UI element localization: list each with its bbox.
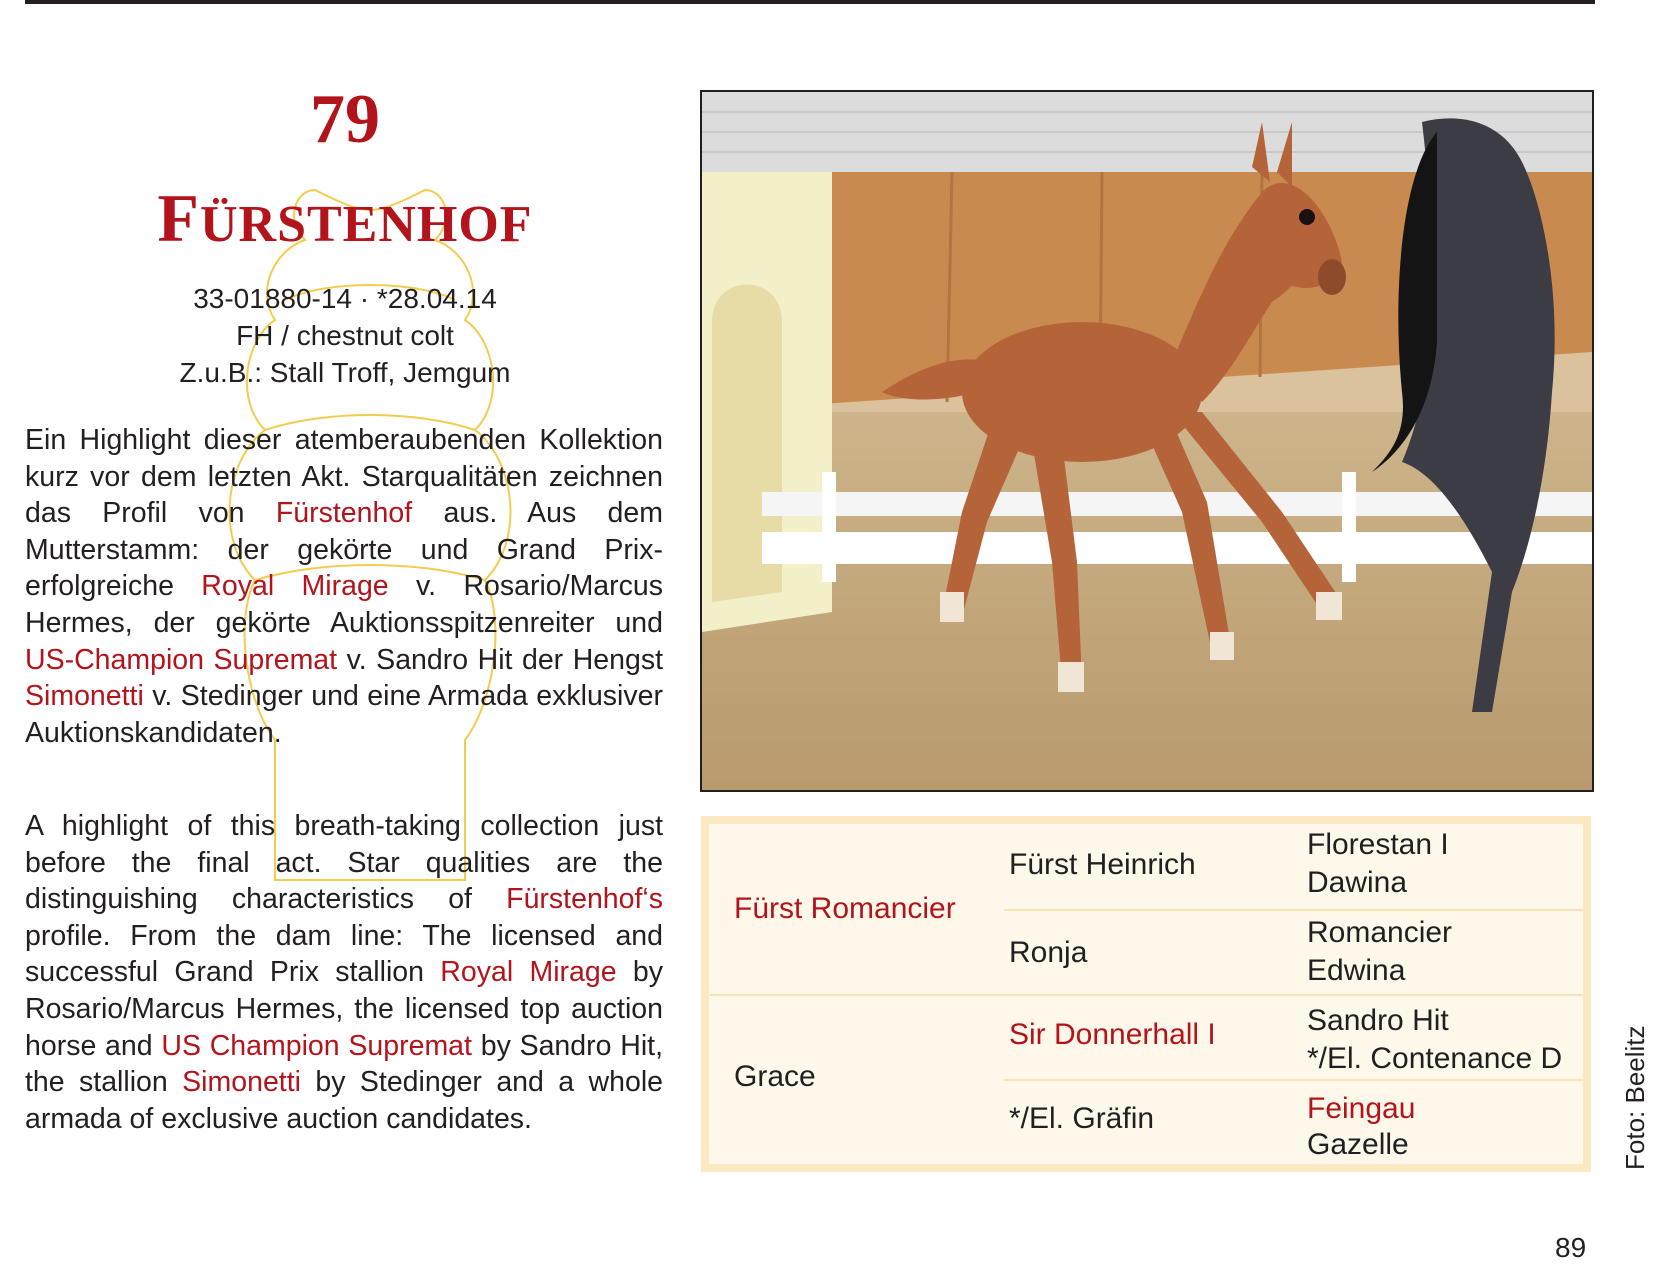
horse-meta — [25, 280, 665, 391]
highlight-fuerstenhof: Fürstenhof — [275, 497, 413, 530]
page-number: 89 — [1555, 1232, 1587, 1263]
pedigree-divider-sire — [1004, 909, 1583, 911]
pedigree-sd-dam: Edwina — [1307, 954, 1406, 987]
pedigree-ss-dam: Dawina — [1307, 866, 1408, 899]
pedigree-sire: Fürst Romancier — [734, 892, 956, 925]
text-en-2: profile. From the dam line: The licensed and successful Grand Prix stallion — [25, 919, 663, 989]
registration-line: 33-01880-14 · *28.04.14 — [193, 283, 497, 314]
horse-name — [25, 178, 665, 265]
pedigree-table — [701, 816, 1591, 1172]
pedigree-divider-main — [709, 994, 1583, 996]
photo-credit: Foto: Beelitz — [1620, 1025, 1650, 1170]
pedigree-divider-dam — [1004, 1079, 1583, 1081]
pedigree-dam: Grace — [734, 1060, 816, 1093]
highlight-royal-mirage-en: Royal Mirage — [440, 956, 617, 989]
pedigree-dam-sire: Sir Donnerhall I — [1009, 1018, 1216, 1051]
highlight-royal-mirage: Royal Mirage — [201, 570, 389, 603]
pedigree-inner — [709, 824, 1583, 1164]
pedigree-sire-sire: Fürst Heinrich — [1009, 848, 1196, 881]
pedigree-ds-sire: Sandro Hit — [1307, 1004, 1449, 1037]
text-de-1: Ein Highlight dieser atemberaubenden Kollektion kurz vor dem letzten Akt. Starqualitäten zeichnen das Profil von — [25, 424, 663, 530]
highlight-fuerstenhof-en: Fürstenhof‘s — [506, 883, 663, 916]
highlight-simonetti-en: Simonetti — [182, 1066, 301, 1099]
highlight-simonetti: Simonetti — [25, 680, 144, 713]
pedigree-dd-dam: Gazelle — [1307, 1128, 1409, 1161]
top-rule — [25, 0, 1595, 4]
horse-name-rest: ÜRSTENHOF — [199, 196, 533, 253]
text-en-5: by Stedinger and a whole armada of exclusive auction candidates. — [25, 1066, 664, 1135]
pedigree-ss-sire: Florestan I — [1307, 828, 1449, 861]
breeder-line: Z.u.B.: Stall Troff, Jemgum — [179, 357, 511, 388]
foal-photo — [700, 90, 1594, 792]
text-en-3: by Rosario/Marcus Hermes, the licensed top auction horse and — [25, 956, 664, 1062]
horse-name-initial: F — [157, 180, 200, 256]
foal-photo-illustration — [702, 92, 1592, 790]
pedigree-dd-sire: Feingau — [1307, 1092, 1416, 1125]
highlight-supremat: US-Champion Supremat — [25, 643, 338, 676]
text-de-3: v. Rosario/Marcus Hermes, der gekörte Auktionsspitzenreiter und — [25, 570, 663, 639]
pedigree-sd-sire: Romancier — [1307, 916, 1453, 949]
highlight-supremat-en: US Champion Supremat — [161, 1029, 472, 1062]
text-de-5: v. Stedinger und eine Armada exklusiver Auktionskandidaten. — [25, 680, 663, 749]
description-english — [25, 808, 663, 1137]
description-german — [25, 422, 663, 751]
pedigree-ds-dam: */El. Contenance D — [1307, 1042, 1563, 1075]
text-en-4: by Sandro Hit, the stallion — [25, 1029, 663, 1099]
text-de-2: aus. Aus dem Mutterstamm: der gekörte und Grand Prix-erfolgreiche — [25, 497, 664, 603]
lot-number: 79 — [310, 81, 380, 158]
breed-line: FH / chestnut colt — [236, 320, 454, 351]
pedigree-sire-dam: Ronja — [1009, 936, 1088, 969]
text-en-1: A highlight of this breath-taking collection just before the final act. Star qualities are the distinguishing characteristics of — [25, 810, 663, 916]
text-de-4: v. Sandro Hit der Hengst — [337, 643, 663, 676]
pedigree-dam-dam: */El. Gräfin — [1009, 1102, 1155, 1135]
